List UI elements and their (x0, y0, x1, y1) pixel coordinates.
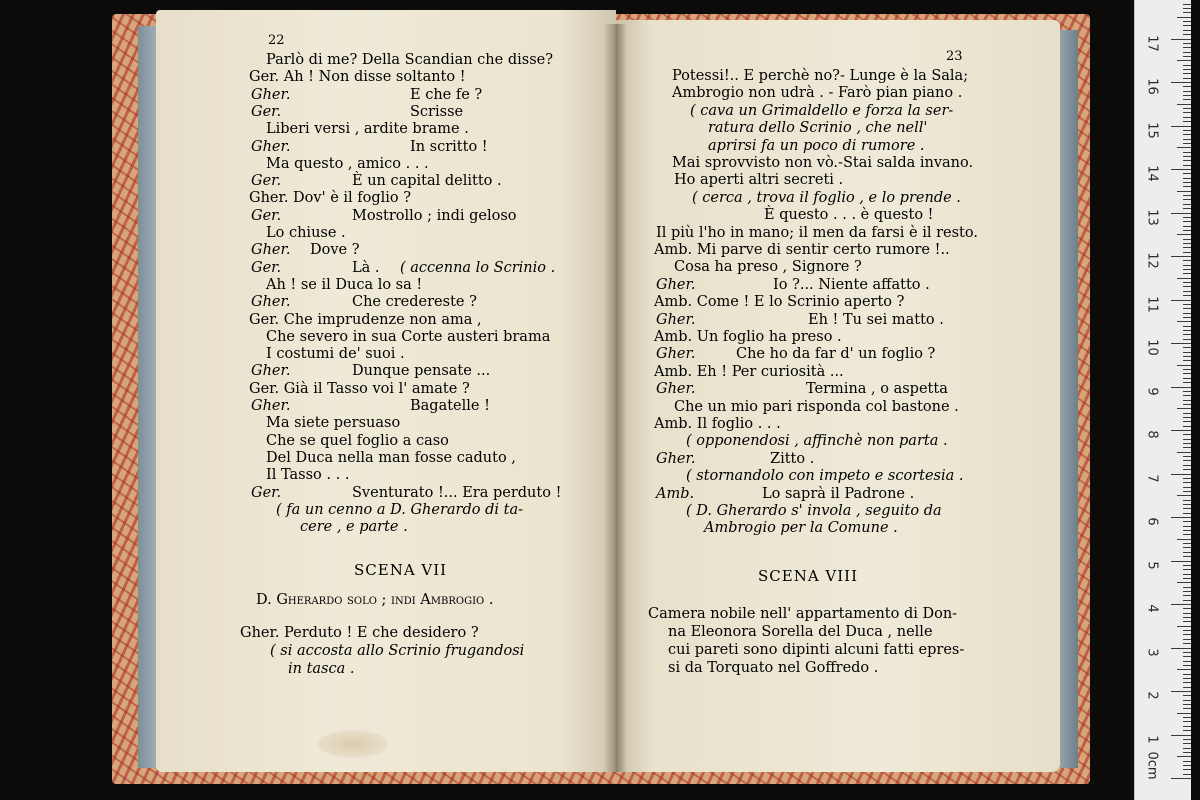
ruler-tick (1183, 752, 1191, 753)
dialogue-line: Dove ? (310, 242, 360, 259)
ruler-tick (1183, 413, 1191, 414)
ruler-tick (1183, 469, 1191, 470)
dialogue-line: E che fe ? (410, 86, 483, 103)
ruler-tick (1183, 112, 1191, 113)
ruler-tick (1183, 369, 1191, 370)
ruler-tick (1183, 208, 1191, 209)
ruler-tick (1183, 700, 1191, 701)
ruler-tick (1183, 226, 1191, 227)
ruler-tick (1183, 665, 1191, 666)
ruler-tick (1183, 513, 1191, 514)
ruler-tick (1171, 169, 1191, 170)
ruler-tick (1183, 730, 1191, 731)
ruler-tick (1183, 652, 1191, 653)
ruler-tick (1183, 178, 1191, 179)
dialogue-line: Là . (352, 259, 380, 276)
ruler-tick (1183, 530, 1191, 531)
dialogue-line: Amb. Un foglio ha preso . (654, 329, 842, 345)
ruler-tick (1171, 430, 1191, 431)
ruler-tick (1183, 613, 1191, 614)
ruler-tick (1183, 447, 1191, 448)
ruler-tick (1171, 735, 1191, 736)
ruler-tick (1183, 591, 1191, 592)
ruler-tick (1183, 204, 1191, 205)
ruler-tick (1183, 239, 1191, 240)
ruler-tick (1177, 104, 1191, 105)
ruler-tick (1183, 199, 1191, 200)
ruler-label: 15 (1144, 121, 1160, 139)
ruler-tick (1183, 95, 1191, 96)
dialogue-line: Gher. Dov' è il foglio ? (249, 190, 412, 207)
ruler-tick (1183, 769, 1191, 770)
dialogue-line: Termina , o aspetta (806, 381, 948, 398)
ruler-tick (1183, 139, 1191, 140)
ruler-tick (1183, 460, 1191, 461)
ruler-tick (1183, 295, 1191, 296)
ruler-tick (1183, 313, 1191, 314)
speaker-tag: Gher. (251, 138, 291, 155)
ruler-tick (1183, 4, 1191, 5)
ruler-tick (1183, 765, 1191, 766)
ruler-tick (1183, 391, 1191, 392)
ruler-tick (1183, 156, 1191, 157)
ruler-tick (1183, 743, 1191, 744)
stage-direction: aprirsi fa un poco di rumore . (708, 137, 925, 154)
ruler-tick (1183, 587, 1191, 588)
ruler-tick (1177, 626, 1191, 627)
dialogue-line: Ger. Ah ! Non disse soltanto ! (249, 69, 466, 86)
ruler-label: 13 (1144, 208, 1160, 226)
ruler-tick (1183, 304, 1191, 305)
page-stain (318, 730, 388, 758)
ruler-tick (1171, 300, 1191, 301)
ruler-tick (1183, 121, 1191, 122)
ruler-tick (1183, 621, 1191, 622)
ruler-tick (1183, 543, 1191, 544)
scene-description: na Eleonora Sorella del Duca , nelle (668, 624, 933, 640)
ruler-tick (1183, 34, 1191, 35)
ruler-tick (1183, 487, 1191, 488)
ruler-tick (1177, 669, 1191, 670)
ruler-tick (1183, 426, 1191, 427)
speaker-tag: Gher. (656, 311, 696, 328)
ruler-tick (1183, 252, 1191, 253)
ruler-tick (1183, 247, 1191, 248)
dialogue-line: Ger. Che imprudenze non ama , (249, 311, 482, 328)
dialogue-line: Amb. Eh ! Per curiosità ... (654, 363, 844, 380)
ruler-tick (1183, 265, 1191, 266)
dialogue-line: È un capital delitto . (352, 173, 502, 190)
ruler-tick (1183, 404, 1191, 405)
ruler-tick (1183, 25, 1191, 26)
stage-direction: ( si accosta allo Scrinio frugandosi (270, 643, 525, 659)
dialogue-line: Amb. Il foglio . . . (654, 416, 781, 432)
ruler-tick (1183, 526, 1191, 527)
ruler-tick (1171, 474, 1191, 475)
ruler-tick (1183, 569, 1191, 570)
ruler-tick (1183, 308, 1191, 309)
ruler-tick (1183, 721, 1191, 722)
ruler-tick (1183, 182, 1191, 183)
ruler-label: 4 (1144, 604, 1160, 613)
ruler-tick (1183, 456, 1191, 457)
ruler-tick (1171, 387, 1191, 388)
dialogue-line: Liberi versi , ardite brame . (266, 121, 469, 138)
ruler-tick (1183, 465, 1191, 466)
ruler-tick (1183, 273, 1191, 274)
ruler-label: 5 (1144, 560, 1160, 570)
ruler-tick (1183, 221, 1191, 222)
ruler-tick (1183, 661, 1191, 662)
ruler-tick (1171, 778, 1191, 779)
ruler-tick (1183, 717, 1191, 718)
scene-description: Camera nobile nell' appartamento di Don- (648, 606, 958, 622)
ruler-tick (1183, 108, 1191, 109)
scene-heading: SCENA VII (354, 561, 448, 579)
ruler-tick (1177, 452, 1191, 453)
ruler-tick (1183, 774, 1191, 775)
ruler-tick (1183, 417, 1191, 418)
ruler-tick (1183, 143, 1191, 144)
page-number: 22 (268, 33, 285, 48)
ruler-label: 16 (1144, 78, 1160, 95)
ruler-tick (1183, 630, 1191, 631)
ruler-tick (1171, 82, 1191, 83)
dialogue-line: Zitto . (770, 450, 815, 467)
dialogue-line: Parlò di me? Della Scandian che disse? (266, 52, 553, 68)
ruler-tick (1183, 443, 1191, 444)
ruler-tick (1183, 330, 1191, 331)
ruler-tick (1177, 321, 1191, 322)
ruler-tick (1183, 482, 1191, 483)
ruler-tick (1171, 256, 1191, 257)
ruler-tick (1183, 478, 1191, 479)
ruler-tick (1183, 656, 1191, 657)
stage-direction: cere , e parte . (300, 519, 408, 536)
dialogue-line: Ma questo , amico . . . (266, 155, 429, 172)
ruler-label: 6 (1144, 517, 1160, 526)
ruler-tick (1183, 395, 1191, 396)
ruler-tick (1183, 352, 1191, 353)
ruler-tick (1183, 347, 1191, 348)
speaker-tag: Ger. (251, 484, 282, 501)
ruler-tick (1183, 378, 1191, 379)
ruler-tick (1183, 317, 1191, 318)
speaker-tag: Gher. (251, 242, 291, 259)
ruler-tick (1183, 421, 1191, 422)
ruler-tick (1171, 604, 1191, 605)
ruler-tick (1177, 147, 1191, 148)
speaker-tag: Gher. (251, 398, 291, 414)
ruler-tick (1183, 21, 1191, 22)
ruler-tick (1183, 43, 1191, 44)
dialogue-line: Il Tasso . . . (266, 467, 350, 484)
speaker-tag: Gher. (251, 294, 291, 311)
ruler-tick (1177, 278, 1191, 279)
ruler-tick (1183, 30, 1191, 31)
dialogue-line: Lo saprà il Padrone . (762, 485, 915, 502)
dialogue-line: È questo . . . è questo ! (764, 207, 934, 224)
ruler-tick (1183, 217, 1191, 218)
speaker-tag: Ger. (251, 173, 282, 190)
dialogue-line: Ah ! se il Duca lo sa ! (266, 276, 423, 293)
ruler-tick (1171, 517, 1191, 518)
ruler-tick (1183, 291, 1191, 292)
ruler-tick (1183, 86, 1191, 87)
ruler-tick (1183, 400, 1191, 401)
ruler-tick (1183, 56, 1191, 57)
stage-direction: ( opponendosi , affinchè non parta . (686, 433, 948, 450)
ruler-tick (1183, 334, 1191, 335)
stage-direction: ( stornandolo con impeto e scortesia . (686, 468, 964, 485)
speaker-tag: Amb. (656, 485, 695, 502)
ruler-tick (1183, 260, 1191, 261)
dialogue-line: Bagatelle ! (410, 398, 490, 414)
ruler-tick (1183, 608, 1191, 609)
dialogue-line: Sventurato !... Era perduto ! (352, 484, 562, 501)
ruler-tick (1183, 617, 1191, 618)
ruler-label: 0cm (1144, 751, 1160, 780)
dialogue-line: Dunque pensate ... (352, 363, 491, 380)
ruler-label: 8 (1144, 430, 1160, 439)
scene-heading: SCENA VIII (758, 567, 859, 585)
ruler-tick (1183, 552, 1191, 553)
ruler-tick (1183, 117, 1191, 118)
dialogue-line: Ho aperti altri secreti . (674, 172, 844, 189)
dialogue-line: I costumi de' suoi . (266, 346, 405, 363)
ruler-tick (1183, 695, 1191, 696)
speaker-tag: Gher. (656, 381, 696, 398)
ruler-tick (1183, 500, 1191, 501)
ruler-tick (1183, 91, 1191, 92)
ruler-tick (1183, 434, 1191, 435)
ruler-tick (1183, 230, 1191, 231)
ruler-tick (1183, 534, 1191, 535)
ruler-tick (1177, 495, 1191, 496)
ruler-tick (1177, 408, 1191, 409)
ruler-tick (1171, 213, 1191, 214)
ruler-tick (1183, 504, 1191, 505)
dialogue-line: Potessi!.. E perchè no?- Lunge è la Sala; (672, 68, 969, 84)
stage-direction: ( accenna lo Scrinio . (400, 259, 556, 276)
ruler-tick (1177, 713, 1191, 714)
dialogue-line: Scrisse (410, 103, 464, 120)
ruler-tick (1171, 126, 1191, 127)
ruler-label: 2 (1144, 691, 1160, 700)
ruler-tick (1183, 186, 1191, 187)
ruler-tick (1183, 674, 1191, 675)
dialogue-line: Il più l'ho in mano; il men da farsi è il resto. (656, 224, 978, 241)
ruler-tick (1183, 326, 1191, 327)
ruler-tick (1183, 195, 1191, 196)
ruler-tick (1183, 565, 1191, 566)
ruler-tick (1183, 574, 1191, 575)
ruler-tick (1183, 687, 1191, 688)
stage-direction: in tasca . (288, 661, 355, 677)
ruler-tick (1183, 600, 1191, 601)
ruler-tick (1177, 234, 1191, 235)
ruler-tick (1183, 643, 1191, 644)
dialogue-line: Ma siete persuaso (266, 415, 401, 432)
dialogue-line: In scritto ! (410, 138, 488, 155)
ruler-label: 3 (1144, 647, 1160, 657)
speaker-tag: Ger. (251, 207, 282, 224)
ruler-tick (1171, 561, 1191, 562)
ruler-tick (1183, 508, 1191, 509)
ruler-tick (1183, 708, 1191, 709)
ruler-tick (1177, 60, 1191, 61)
ruler-tick (1183, 243, 1191, 244)
ruler-tick (1183, 52, 1191, 53)
page-number: 23 (946, 49, 963, 64)
ruler-tick (1183, 547, 1191, 548)
ruler-tick (1183, 634, 1191, 635)
ruler-tick (1177, 756, 1191, 757)
dialogue-line: Lo chiuse . (266, 225, 346, 241)
ruler-tick (1183, 130, 1191, 131)
ruler-label: 11 (1144, 295, 1160, 313)
ruler-label: 9 (1144, 386, 1160, 396)
ruler-tick (1183, 639, 1191, 640)
ruler-tick (1171, 39, 1191, 40)
ruler-tick (1183, 282, 1191, 283)
ruler-tick (1183, 73, 1191, 74)
ruler-tick (1177, 365, 1191, 366)
ruler-tick (1183, 578, 1191, 579)
ruler-label: 17 (1144, 34, 1160, 52)
ruler-tick (1183, 595, 1191, 596)
ruler-tick (1183, 360, 1191, 361)
dialogue-line: Ambrogio non udrà . - Farò pian piano . (672, 85, 963, 102)
stage-direction: ( cerca , trova il foglio , e lo prende . (692, 189, 961, 206)
ruler-label: 7 (1144, 473, 1160, 483)
ruler-tick (1177, 539, 1191, 540)
ruler-tick (1171, 343, 1191, 344)
dialogue-line: Amb. Mi parve di sentir certo rumore !.. (654, 242, 950, 258)
ruler-tick (1183, 152, 1191, 153)
ruler-label: 1 (1144, 734, 1160, 744)
scene-cast: D. Gherardo solo ; indi Ambrogio . (256, 592, 494, 608)
ruler-tick (1171, 691, 1191, 692)
ruler-tick (1183, 69, 1191, 70)
ruler-tick (1177, 191, 1191, 192)
ruler-tick (1183, 556, 1191, 557)
scene-description: cui pareti sono dipinti alcuni fatti epres- (668, 642, 965, 658)
ruler-tick (1183, 134, 1191, 135)
dialogue-line: Eh ! Tu sei matto . (808, 311, 944, 328)
measuring-ruler (1134, 0, 1191, 800)
ruler-tick (1183, 439, 1191, 440)
ruler-tick (1183, 65, 1191, 66)
scene-description: si da Torquato nel Goffredo . (668, 660, 879, 676)
ruler-tick (1183, 678, 1191, 679)
ruler-tick (1177, 17, 1191, 18)
ruler-tick (1183, 761, 1191, 762)
ruler-tick (1183, 99, 1191, 100)
speaker-tag: Gher. (656, 276, 696, 293)
ruler-tick (1183, 373, 1191, 374)
ruler-tick (1183, 165, 1191, 166)
ruler-tick (1183, 682, 1191, 683)
speaker-tag: Gher. (656, 450, 696, 467)
stage-direction: Ambrogio per la Comune . (704, 520, 898, 537)
stage-direction: ratura dello Scrinio , che nell' (708, 120, 928, 137)
ruler-tick (1171, 648, 1191, 649)
ruler-tick (1183, 47, 1191, 48)
speaker-tag: Gher. (656, 346, 696, 363)
ruler-tick (1183, 726, 1191, 727)
stage-direction: ( D. Gherardo s' invola , seguito da (686, 503, 942, 519)
ruler-label: 14 (1144, 165, 1160, 182)
ruler-tick (1183, 704, 1191, 705)
stage-direction: ( fa un cenno a D. Gherardo di ta- (276, 501, 524, 518)
dialogue-line: Che un mio pari risponda col bastone . (674, 398, 959, 415)
dialogue-line: Che credereste ? (352, 294, 477, 311)
dialogue-line: Mostrollo ; indi geloso (352, 207, 517, 224)
ruler-label: 10 (1144, 339, 1160, 356)
dialogue-line: Io ?... Niente affatto . (773, 276, 930, 293)
ruler-tick (1183, 78, 1191, 79)
ruler-tick (1183, 12, 1191, 13)
dialogue-line: Cosa ha preso , Signore ? (674, 259, 862, 276)
ruler-tick (1183, 339, 1191, 340)
ruler-tick (1183, 521, 1191, 522)
speaker-tag: Ger. (251, 103, 282, 120)
speaker-tag: Gher. (251, 363, 291, 380)
book-gutter (603, 24, 627, 772)
ruler-tick (1183, 356, 1191, 357)
dialogue-line: Gher. Perduto ! E che desidero ? (240, 625, 479, 641)
speaker-tag: Gher. (251, 86, 291, 103)
dialogue-line: Che ho da far d' un foglio ? (736, 346, 936, 363)
ruler-tick (1177, 582, 1191, 583)
ruler-label: 12 (1144, 252, 1160, 269)
speaker-tag: Ger. (251, 259, 282, 276)
ruler-tick (1183, 748, 1191, 749)
dialogue-line: Che severo in sua Corte austeri brama (266, 328, 551, 345)
stage-direction: ( cava un Grimaldello e forza la ser- (690, 102, 954, 119)
ruler-tick (1183, 491, 1191, 492)
dialogue-line: Che se quel foglio a caso (266, 432, 449, 449)
ruler-tick (1183, 269, 1191, 270)
ruler-tick (1183, 8, 1191, 9)
ruler-tick (1183, 382, 1191, 383)
ruler-tick (1183, 173, 1191, 174)
dialogue-line: Mai sprovvisto non vò.-Stai salda invano. (672, 155, 974, 171)
dialogue-line: Amb. Come ! E lo Scrinio aperto ? (654, 294, 905, 311)
dialogue-line: Ger. Già il Tasso voi l' amate ? (249, 380, 470, 397)
ruler-tick (1183, 160, 1191, 161)
ruler-tick (1183, 286, 1191, 287)
dialogue-line: Del Duca nella man fosse caduto , (266, 449, 516, 466)
ruler-tick (1183, 739, 1191, 740)
